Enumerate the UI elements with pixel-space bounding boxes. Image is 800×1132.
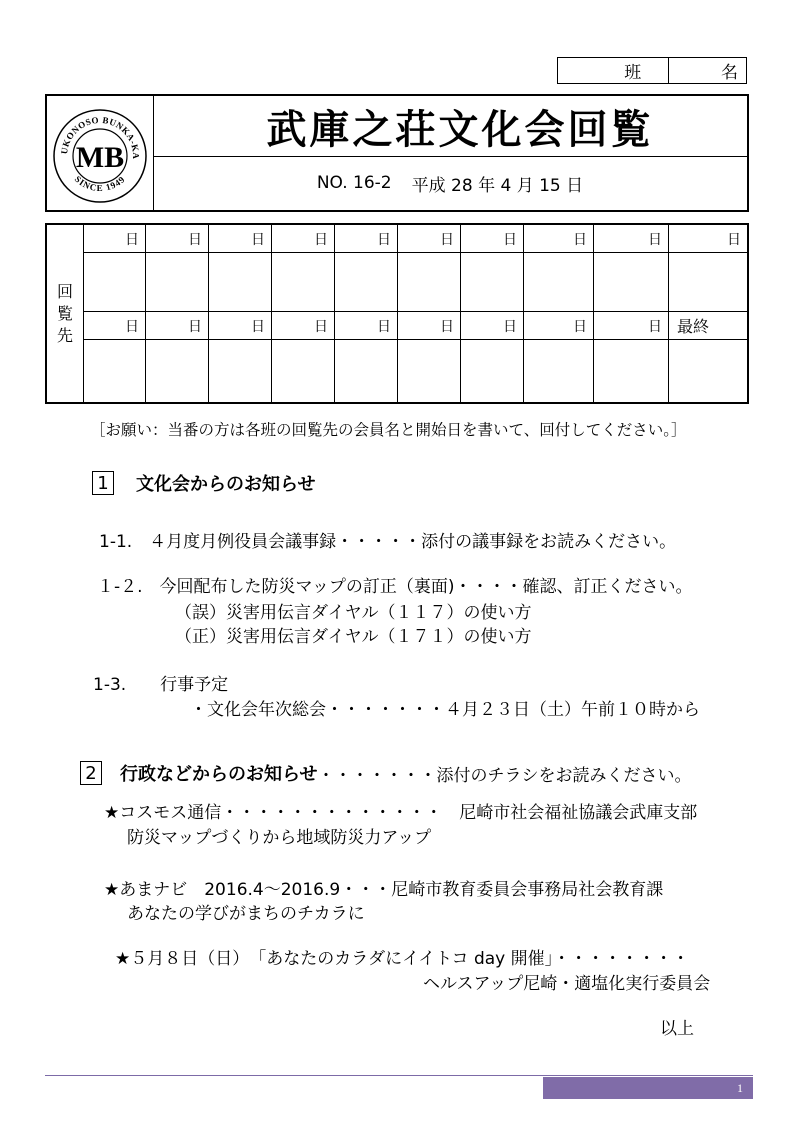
day-cell: 日 bbox=[146, 225, 209, 253]
newsletter-title: 武庫之荘文化会回覧 bbox=[266, 106, 654, 153]
issue-cell bbox=[153, 156, 747, 210]
issue-date: 平成 28 年 4 月 15 日 bbox=[411, 175, 584, 196]
newsletter-header bbox=[45, 94, 749, 212]
group-label: 班 bbox=[558, 58, 669, 83]
circulation-table bbox=[45, 223, 749, 404]
item-1-2-wrong: （誤）災害用伝言ダイヤル（１１７）の使い方 bbox=[175, 603, 532, 623]
day-cell: 日 bbox=[524, 225, 594, 253]
day-cell: 日 bbox=[335, 312, 398, 340]
section1-title: 文化会からのお知らせ bbox=[136, 474, 316, 495]
section2-number: 2 bbox=[80, 761, 102, 785]
day-cell: 日 bbox=[209, 225, 272, 253]
request-note: ［お願い：当番の方は各班の回覧先の会員名と開始日を書いて、回付してください。］ bbox=[90, 421, 687, 439]
section1-number: 1 bbox=[92, 471, 114, 495]
name-label: 名 bbox=[721, 63, 738, 83]
section2-heading bbox=[80, 760, 691, 786]
item-1-3: 1-3. 行事予定 bbox=[93, 675, 229, 695]
item-1-1: 1-1. ４月度月例役員会議事録・・・・・添付の議事録をお読みください。 bbox=[99, 532, 677, 552]
member-name-cell bbox=[83, 253, 146, 312]
day-cell: 日 bbox=[83, 225, 146, 253]
day-cell: 日 bbox=[594, 312, 669, 340]
day-cell: 日 bbox=[83, 312, 146, 340]
member-name-cell bbox=[272, 253, 335, 312]
member-name-cell bbox=[398, 253, 461, 312]
member-name-cell bbox=[209, 340, 272, 402]
member-name-cell bbox=[461, 253, 524, 312]
logo-bottom-text: SINCE 1949 bbox=[72, 173, 128, 194]
day-cell: 日 bbox=[461, 225, 524, 253]
page-number: 1 bbox=[737, 1081, 743, 1095]
day-cell: 日 bbox=[335, 225, 398, 253]
member-name-cell bbox=[146, 340, 209, 402]
item-amanavi-sub: あなたの学びがまちのチカラに bbox=[127, 904, 365, 924]
logo-cell bbox=[47, 96, 154, 210]
group-name-box bbox=[557, 57, 747, 84]
mb-logo bbox=[47, 96, 151, 210]
member-name-cell bbox=[524, 340, 594, 402]
item-amanavi: ★あまナビ 2016.4～2016.9・・・尼崎市教育委員会事務局社会教育課 bbox=[104, 880, 664, 900]
item-1-3-event: ・文化会年次総会・・・・・・・４月２３日（土）午前１０時から bbox=[190, 700, 700, 720]
day-cell: 日 bbox=[209, 312, 272, 340]
day-cell: 日 bbox=[398, 225, 461, 253]
circulation-label: 回 覧 先 bbox=[47, 225, 84, 402]
member-name-cell bbox=[209, 253, 272, 312]
item-health-sub: ヘルスアップ尼崎・適塩化実行委員会 bbox=[423, 974, 711, 994]
title-cell bbox=[153, 96, 747, 157]
section2-title: 行政などからのお知らせ bbox=[120, 764, 318, 785]
member-name-cell bbox=[335, 340, 398, 402]
logo-top-text: UKONOSO BUNKA-KA bbox=[58, 114, 142, 160]
section2-title-suffix: ・・・・・・・添付のチラシをお読みください。 bbox=[317, 765, 692, 786]
member-name-cell bbox=[83, 340, 146, 402]
footer-page-bar bbox=[543, 1077, 753, 1099]
logo-monogram: MB bbox=[75, 141, 125, 174]
member-name-cell bbox=[398, 340, 461, 402]
member-name-cell bbox=[594, 340, 669, 402]
member-name-cell bbox=[272, 340, 335, 402]
day-cell: 日 bbox=[524, 312, 594, 340]
day-cell: 日 bbox=[272, 312, 335, 340]
day-cell: 日 bbox=[461, 312, 524, 340]
member-name-cell bbox=[524, 253, 594, 312]
member-name-cell bbox=[669, 253, 747, 312]
member-name-cell bbox=[335, 253, 398, 312]
member-name-cell bbox=[594, 253, 669, 312]
item-1-2-correct: （正）災害用伝言ダイヤル（１７１）の使い方 bbox=[175, 627, 532, 647]
item-cosmos: ★コスモス通信・・・・・・・・・・・・・ 尼崎市社会福祉協議会武庫支部 bbox=[104, 803, 698, 823]
issue-number: NO. 16-2 bbox=[316, 173, 392, 193]
day-cell: 日 bbox=[594, 225, 669, 253]
footer-line bbox=[45, 1075, 753, 1076]
day-cell: 日 bbox=[146, 312, 209, 340]
section1-heading bbox=[92, 470, 315, 496]
item-1-2: １-２. 今回配布した防災マップの訂正（裏面)・・・・確認、訂正ください。 bbox=[97, 577, 693, 597]
day-cell: 日 bbox=[398, 312, 461, 340]
day-cell-final: 最終 bbox=[669, 312, 747, 340]
member-name-cell bbox=[461, 340, 524, 402]
item-health: ★５月８日（日） 「あなたのカラダにイイトコ day 開催」・・・・・・・・ bbox=[115, 949, 690, 969]
closing: 以上 bbox=[660, 1019, 694, 1039]
day-cell: 日 bbox=[669, 225, 747, 253]
member-name-cell bbox=[669, 340, 747, 402]
day-cell: 日 bbox=[272, 225, 335, 253]
item-cosmos-sub: 防災マップづくりから地域防災力アップ bbox=[127, 828, 432, 848]
circulation-grid bbox=[83, 225, 747, 402]
member-name-cell bbox=[146, 253, 209, 312]
